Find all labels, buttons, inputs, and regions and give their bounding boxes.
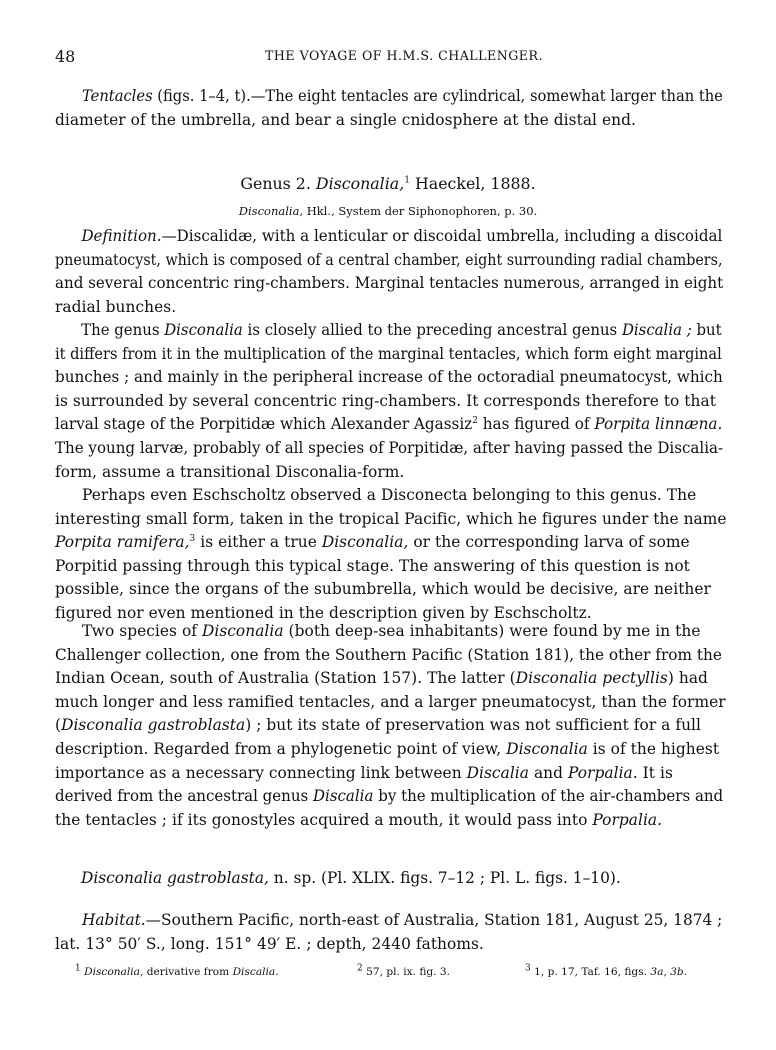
text-run: It is (637, 763, 673, 782)
footnote-mark: 2 (357, 963, 363, 974)
footnote-mark: 3 (525, 963, 531, 974)
taxon-name: Porpalia. (567, 763, 638, 782)
footnote-3 (525, 963, 688, 978)
text-run: 57, pl. ix. fig. 3. (366, 966, 451, 978)
genus-heading (0, 174, 776, 193)
running-head: THE VOYAGE OF H.M.S. CHALLENGER. (265, 48, 543, 63)
taxon-name: Discalia (466, 763, 529, 782)
text-run: The genus (81, 321, 165, 339)
tentacles-paragraph (55, 85, 727, 132)
tentacles-text-2: diameter of the umbrella, and bear a single cnidosphere at the distal end. (55, 110, 636, 129)
taxon-name: Porpita ramifera, (55, 533, 190, 552)
tentacles-text-1: —The eight tentacles are cylindrical, somewhat larger than the (250, 87, 723, 105)
tentacles-figs: (figs. 1–4, t). (157, 87, 251, 105)
footnote-1 (75, 963, 279, 978)
tentacles-label: Tentacles (82, 87, 153, 105)
habitat-label: Habitat. (81, 911, 146, 929)
taxon-name: Porpita linnæna. (594, 415, 723, 434)
text-line: possible, since the organs of the subumbrella, which would be decisive, are neither (55, 580, 711, 599)
text-run: derived from the ancestral genus (55, 787, 313, 806)
taxon-name: Disconalia, (84, 966, 144, 978)
definition-paragraph (55, 225, 727, 319)
footnotes (75, 963, 735, 982)
taxon-name: Disconalia gastroblasta (61, 716, 246, 735)
habitat-paragraph (55, 909, 727, 956)
text-line: The young larvæ, probably of all species of Porpitidæ, after having passed the Discalia- (55, 438, 724, 457)
text-run: the tentacles ; if its gonostyles acquired a mouth, it would pass into (55, 810, 593, 829)
definition-text-3: and several concentric ring-chambers. Marginal tentacles numerous, arranged in eight (55, 274, 724, 293)
genus-discussion-paragraph (55, 319, 727, 484)
footnote-2 (357, 963, 451, 978)
definition-text-1: —Discalidæ, with a lenticular or discoidal umbrella, including a discoidal (161, 227, 723, 245)
text-run: ( (55, 716, 62, 735)
taxon-name: Discalia. (232, 966, 279, 978)
taxon-name: Disconalia, (321, 533, 409, 552)
definition-text-2: pneumatocyst, which is composed of a central chamber, eight surrounding radial chambers, (55, 250, 723, 269)
footnote-mark: 3 (189, 534, 196, 545)
taxon-name: Disconalia (164, 321, 243, 339)
footnote-mark: 1 (75, 963, 81, 974)
genus-footnote-mark: 1 (404, 175, 410, 186)
text-run: is either a true (195, 533, 322, 552)
definition-label: Definition. (81, 227, 162, 245)
taxon-name: Disconalia (201, 622, 284, 640)
genus-prefix: Genus 2. (240, 174, 311, 193)
text-run: description. Regarded from a phylogenetic point of view, (55, 739, 507, 758)
text-run: by the multiplication of the air-chambers and (373, 787, 724, 806)
text-run: ) ; but its state of preservation was not sufficient for a full (245, 716, 701, 735)
text-line: is surrounded by several concentric ring-chambers. It corresponds therefore to that (55, 391, 716, 410)
text-run: (both deep-sea inhabitants) were found by me in the (283, 622, 701, 640)
genus-ref-name: Disconalia, (238, 204, 304, 218)
species-name: Disconalia gastroblasta, (81, 869, 269, 887)
text-run: Two species of (82, 622, 202, 640)
text-run: larval stage of the Porpitidæ which Alexander Agassiz (55, 415, 473, 434)
text-run: Indian Ocean, south of Australia (Station 157). The latter ( (55, 669, 516, 688)
species-discussion-paragraph (55, 620, 727, 832)
taxon-name: Porpalia. (592, 810, 663, 829)
text-line: it differs from it in the multiplication of the marginal tentacles, which form eight marginal (55, 344, 722, 363)
text-run: importance as a necessary connecting link between (55, 763, 467, 782)
definition-text-4: radial bunches. (55, 297, 177, 316)
text-run: is closely allied to the preceding ancestral genus (242, 321, 622, 339)
genus-ref-text: Hkl., System der Siphonophoren, p. 30. (306, 204, 538, 218)
text-line: figured nor even mentioned in the description given by Eschscholtz. (55, 603, 592, 622)
text-run: is of the highest (587, 739, 720, 758)
genus-reference (0, 204, 776, 218)
text-line: form, assume a transitional Disconalia-form. (55, 462, 405, 481)
text-run: has figured of (477, 415, 595, 434)
taxon-name: Discalia (312, 787, 374, 806)
text-line: Perhaps even Eschscholtz observed a Disconecta belonging to this genus. The (82, 486, 697, 504)
genus-name: Disconalia, (315, 174, 405, 193)
page-number: 48 (55, 47, 76, 66)
text-run: 3a, 3b. (650, 966, 688, 978)
taxon-name: Disconalia pectyllis (515, 669, 668, 688)
page-header (55, 47, 727, 69)
habitat-text-1: —Southern Pacific, north-east of Australia, Station 181, August 25, 1874 ; (145, 911, 723, 929)
text-run: ) had (667, 669, 708, 688)
taxon-name: Discalia ; (621, 321, 692, 339)
text-line: Porpitid passing through this typical stage. The answering of this question is not (55, 556, 690, 575)
species-plates: n. sp. (Pl. XLIX. figs. 7–12 ; Pl. L. figs. 1–10). (268, 869, 621, 887)
text-run: 1, p. 17, Taf. 16, figs. (534, 966, 651, 978)
taxon-name: Disconalia (506, 739, 588, 758)
text-line: much longer and less ramified tentacles, and a larger pneumatocyst, than the former (55, 692, 726, 711)
species-heading (81, 869, 621, 887)
text-line: Challenger collection, one from the Southern Pacific (Station 181), the other from the (55, 645, 722, 664)
text-line: interesting small form, taken in the tropical Pacific, which he figures under the name (55, 509, 727, 528)
text-run: derivative from (143, 966, 233, 978)
text-line: bunches ; and mainly in the peripheral increase of the octoradial pneumatocyst, which (55, 368, 723, 387)
genus-authority: Haeckel, 1888. (415, 174, 536, 193)
eschscholtz-paragraph (55, 484, 727, 626)
text-run: and (529, 763, 568, 782)
footnote-mark: 2 (472, 416, 478, 427)
habitat-text-2: lat. 13° 50′ S., long. 151° 49′ E. ; depth, 2440 fathoms. (55, 934, 484, 953)
text-run: but (691, 321, 722, 339)
text-run: or the corresponding larva of some (408, 533, 690, 552)
